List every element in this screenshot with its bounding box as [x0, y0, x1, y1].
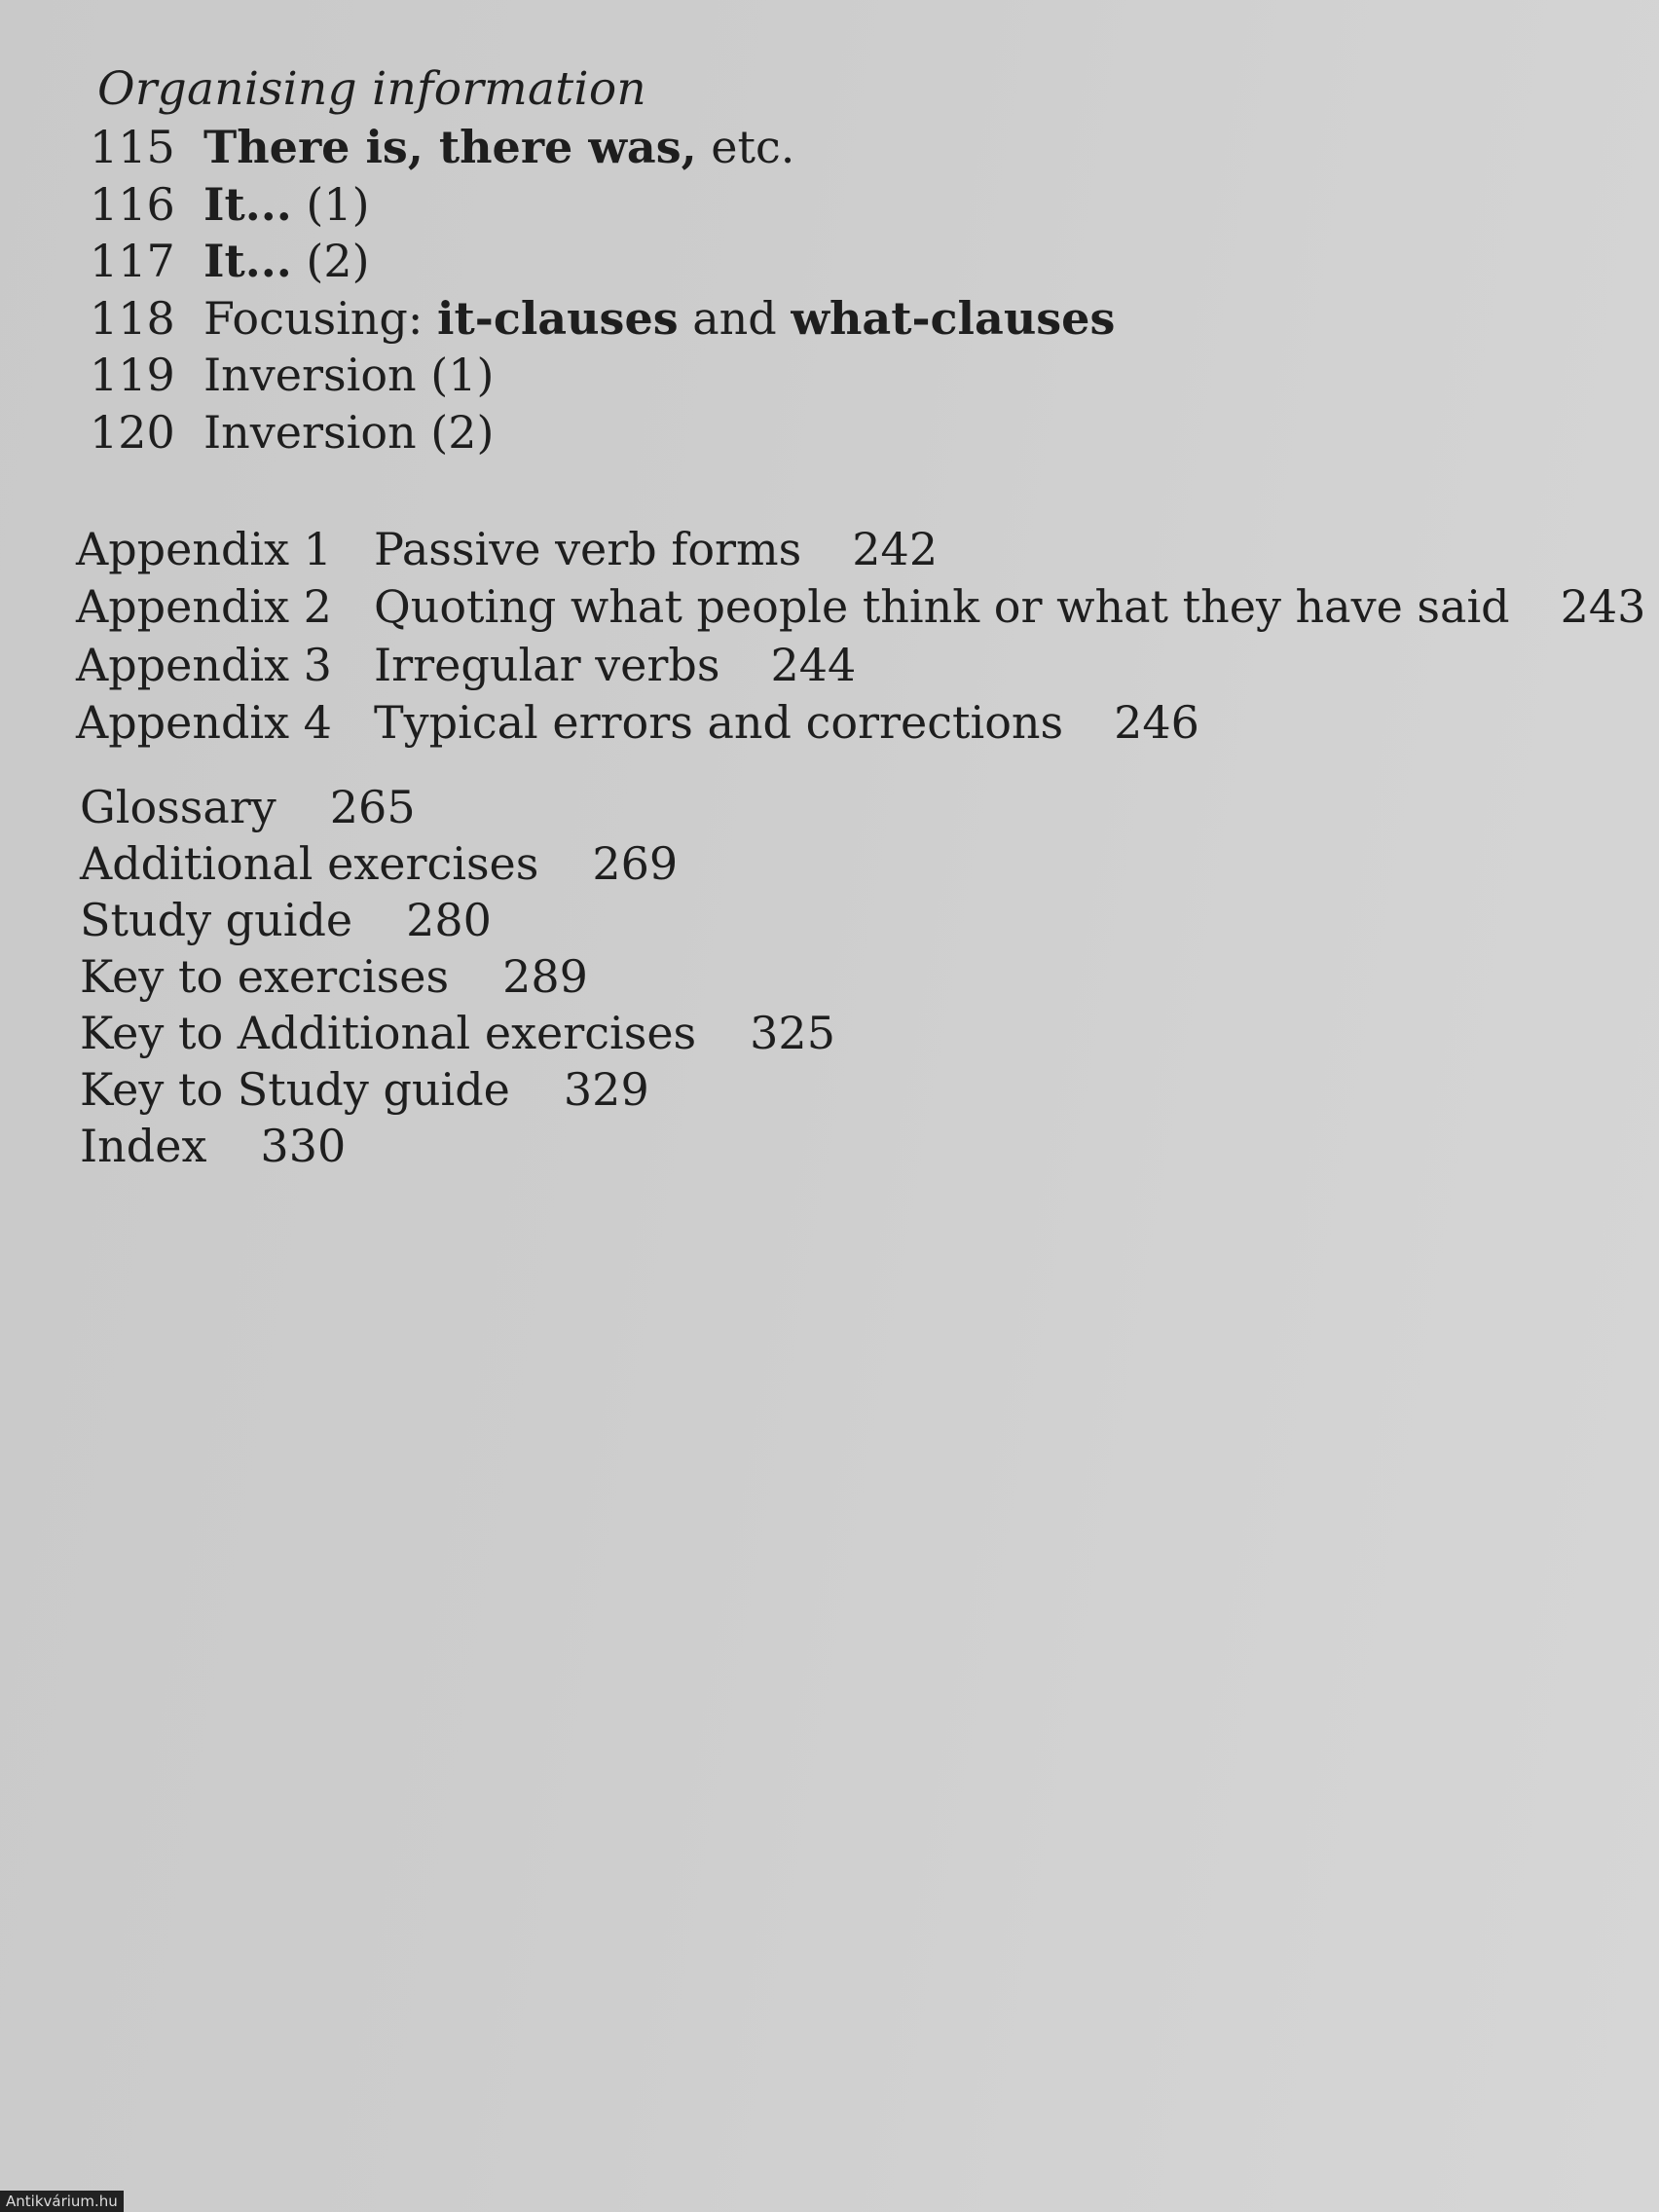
unit-number: 120: [90, 405, 175, 459]
appendix-list: [76, 520, 1645, 752]
unit-title: [203, 292, 1115, 345]
appendix-title: Irregular verbs: [374, 638, 720, 691]
unit-number: 119: [90, 349, 175, 402]
back-matter-label: Key to Study guide: [80, 1063, 510, 1116]
appendix-title: Quoting what people think or what they have said: [374, 580, 1510, 634]
back-matter-page: 325: [750, 1007, 835, 1059]
appendix-title: Passive verb forms: [374, 522, 802, 575]
back-matter-page: 269: [592, 837, 679, 890]
back-matter-row: [80, 1005, 835, 1061]
back-matter-list: [80, 779, 835, 1174]
unit-row: [90, 347, 1115, 404]
unit-title-part: Focusing:: [203, 291, 437, 345]
back-matter-label: Index: [80, 1120, 207, 1172]
back-matter-row: [80, 892, 835, 948]
section-title: Organising information: [97, 62, 646, 116]
appendix-row: [76, 578, 1645, 637]
appendix-label: Appendix 3: [76, 638, 332, 691]
unit-list: [90, 119, 1115, 461]
unit-number: 118: [90, 291, 175, 345]
unit-title-part: (2): [291, 235, 370, 288]
back-matter-label: Study guide: [80, 894, 353, 946]
unit-title: [203, 178, 370, 231]
unit-title-part: it-clauses: [437, 291, 679, 345]
appendix-page: 246: [1114, 696, 1199, 750]
unit-title-part: and: [678, 291, 792, 345]
appendix-row: [76, 636, 1645, 694]
unit-row: [90, 119, 1115, 176]
unit-row: [90, 176, 1115, 234]
unit-number: 115: [90, 121, 175, 174]
back-matter-label: Key to Additional exercises: [80, 1007, 697, 1059]
unit-title: [203, 235, 370, 287]
unit-title-part: Inversion (1): [203, 349, 495, 402]
unit-title-part: (1): [291, 177, 370, 231]
back-matter-row: [80, 948, 835, 1005]
back-matter-page: 280: [406, 894, 492, 946]
unit-row: [90, 290, 1115, 348]
unit-title: [203, 349, 494, 401]
appendix-page: 243: [1560, 580, 1646, 634]
appendix-title: Typical errors and corrections: [374, 696, 1064, 750]
appendix-page: 242: [852, 522, 939, 575]
unit-title-part: It...: [203, 235, 292, 288]
unit-title: [203, 406, 494, 459]
appendix-label: Appendix 2: [76, 580, 332, 634]
unit-title-part: There is, there was,: [203, 121, 697, 174]
watermark: Antikvárium.hu: [0, 2191, 124, 2212]
unit-title: [203, 121, 794, 173]
appendix-row: [76, 694, 1645, 753]
back-matter-page: 289: [502, 950, 588, 1003]
unit-title-part: It...: [203, 177, 292, 231]
back-matter-row: [80, 779, 835, 835]
unit-row: [90, 233, 1115, 290]
unit-title-part: etc.: [696, 121, 795, 174]
unit-number: 117: [90, 235, 175, 288]
appendix-row: [76, 520, 1645, 578]
appendix-page: 244: [770, 638, 857, 691]
unit-title-part: Inversion (2): [203, 405, 495, 459]
unit-number: 116: [90, 177, 175, 231]
back-matter-row: [80, 1061, 835, 1118]
appendix-label: Appendix 1: [76, 522, 332, 575]
back-matter-page: 330: [260, 1120, 347, 1172]
back-matter-page: 265: [329, 781, 416, 833]
appendix-label: Appendix 4: [76, 696, 332, 750]
back-matter-row: [80, 835, 835, 892]
unit-row: [90, 404, 1115, 461]
back-matter-label: Key to exercises: [80, 950, 450, 1003]
back-matter-page: 329: [563, 1063, 649, 1116]
unit-title-part: what-clauses: [791, 291, 1116, 345]
back-matter-row: [80, 1118, 835, 1174]
back-matter-label: Glossary: [80, 781, 276, 833]
back-matter-label: Additional exercises: [80, 837, 539, 890]
